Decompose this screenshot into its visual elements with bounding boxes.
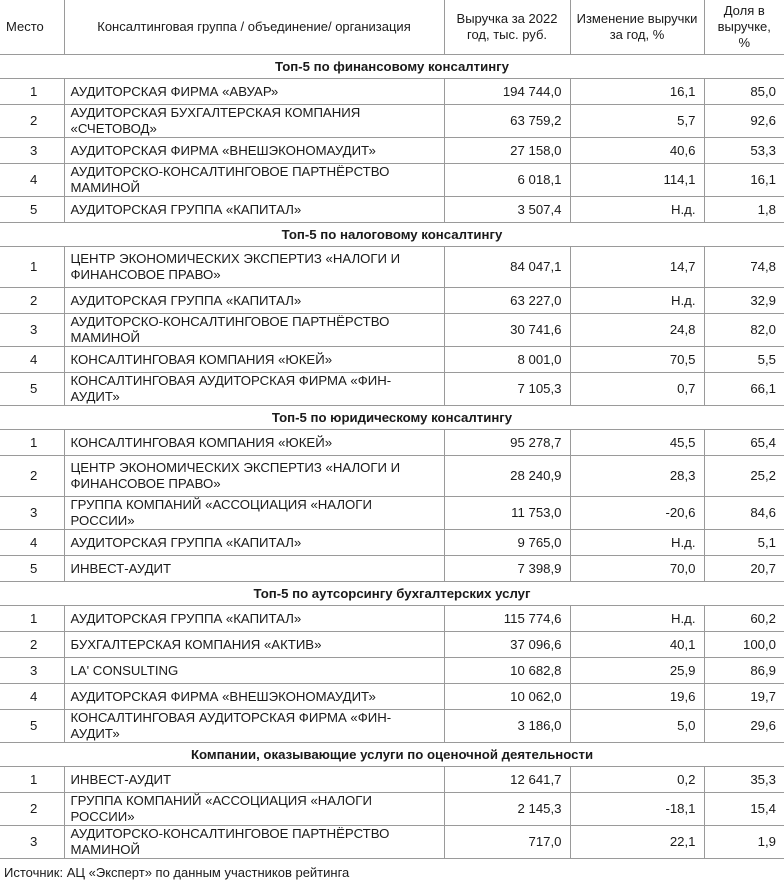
place-cell: 1	[0, 430, 64, 456]
change-cell: 0,7	[570, 373, 704, 406]
org-cell: КОНСАЛТИНГОВАЯ АУДИТОРСКАЯ ФИРМА «ФИН-АУДИТ»	[64, 373, 444, 406]
table-row	[0, 347, 784, 373]
table-row	[0, 767, 784, 793]
table-row	[0, 632, 784, 658]
org-cell: ГРУППА КОМПАНИЙ «АССОЦИАЦИЯ «НАЛОГИ РОССИИ»	[64, 793, 444, 826]
org-cell: АУДИТОРСКАЯ ГРУППА «КАПИТАЛ»	[64, 606, 444, 632]
org-cell: АУДИТОРСКО-КОНСАЛТИНГОВОЕ ПАРТНЁРСТВО МАМИНОЙ	[64, 314, 444, 347]
change-cell: Н.д.	[570, 197, 704, 223]
table-row	[0, 658, 784, 684]
revenue-cell: 10 062,0	[444, 684, 570, 710]
place-cell: 2	[0, 456, 64, 497]
place-cell: 5	[0, 197, 64, 223]
revenue-cell: 194 744,0	[444, 79, 570, 105]
place-cell: 3	[0, 138, 64, 164]
place-cell: 3	[0, 826, 64, 859]
change-cell: 70,5	[570, 347, 704, 373]
table-row	[0, 793, 784, 826]
change-cell: 114,1	[570, 164, 704, 197]
change-cell: 28,3	[570, 456, 704, 497]
table-row	[0, 373, 784, 406]
place-cell: 3	[0, 314, 64, 347]
share-cell: 32,9	[704, 288, 784, 314]
place-cell: 4	[0, 164, 64, 197]
share-cell: 5,1	[704, 530, 784, 556]
share-cell: 85,0	[704, 79, 784, 105]
header-share: Доля в выручке, %	[717, 3, 771, 50]
share-cell: 35,3	[704, 767, 784, 793]
place-cell: 5	[0, 556, 64, 582]
table-row	[0, 530, 784, 556]
share-cell: 82,0	[704, 314, 784, 347]
org-cell: LA' CONSULTING	[64, 658, 444, 684]
place-cell: 4	[0, 530, 64, 556]
section-title: Топ-5 по юридическому консалтингу	[0, 406, 784, 430]
table-row	[0, 164, 784, 197]
revenue-cell: 30 741,6	[444, 314, 570, 347]
revenue-cell: 63 227,0	[444, 288, 570, 314]
table-row	[0, 247, 784, 288]
header-org: Консалтинговая группа / объединение/ организация	[64, 0, 444, 55]
change-cell: Н.д.	[570, 530, 704, 556]
org-cell: АУДИТОРСКАЯ ГРУППА «КАПИТАЛ»	[64, 197, 444, 223]
org-cell: АУДИТОРСКАЯ БУХГАЛТЕРСКАЯ КОМПАНИЯ «СЧЕТОВОД»	[64, 105, 444, 138]
org-cell: ГРУППА КОМПАНИЙ «АССОЦИАЦИЯ «НАЛОГИ РОССИИ»	[64, 497, 444, 530]
revenue-cell: 27 158,0	[444, 138, 570, 164]
section-header-row	[0, 406, 784, 430]
share-cell: 60,2	[704, 606, 784, 632]
org-cell: КОНСАЛТИНГОВАЯ КОМПАНИЯ «ЮКЕЙ»	[64, 430, 444, 456]
change-cell: 19,6	[570, 684, 704, 710]
org-cell: АУДИТОРСКАЯ ГРУППА «КАПИТАЛ»	[64, 288, 444, 314]
share-cell: 53,3	[704, 138, 784, 164]
place-cell: 4	[0, 347, 64, 373]
section-header-row	[0, 55, 784, 79]
revenue-cell: 3 186,0	[444, 710, 570, 743]
section-title: Топ-5 по налоговому консалтингу	[0, 223, 784, 247]
org-cell: БУХГАЛТЕРСКАЯ КОМПАНИЯ «АКТИВ»	[64, 632, 444, 658]
table-row	[0, 314, 784, 347]
table-row	[0, 497, 784, 530]
revenue-cell: 84 047,1	[444, 247, 570, 288]
table-row	[0, 710, 784, 743]
table-row	[0, 826, 784, 859]
share-cell: 16,1	[704, 164, 784, 197]
revenue-cell: 8 001,0	[444, 347, 570, 373]
share-cell: 29,6	[704, 710, 784, 743]
revenue-cell: 717,0	[444, 826, 570, 859]
table-header	[0, 0, 784, 55]
org-cell: АУДИТОРСКО-КОНСАЛТИНГОВОЕ ПАРТНЁРСТВО МАМИНОЙ	[64, 826, 444, 859]
section-title: Топ-5 по аутсорсингу бухгалтерских услуг	[0, 582, 784, 606]
revenue-cell: 9 765,0	[444, 530, 570, 556]
place-cell: 1	[0, 606, 64, 632]
revenue-cell: 115 774,6	[444, 606, 570, 632]
table-row	[0, 456, 784, 497]
share-cell: 92,6	[704, 105, 784, 138]
change-cell: Н.д.	[570, 288, 704, 314]
revenue-cell: 7 398,9	[444, 556, 570, 582]
header-place: Место	[0, 0, 64, 55]
section-title: Топ-5 по финансовому консалтингу	[0, 55, 784, 79]
share-cell: 19,7	[704, 684, 784, 710]
table-row	[0, 606, 784, 632]
table-row	[0, 138, 784, 164]
share-cell: 25,2	[704, 456, 784, 497]
change-cell: 22,1	[570, 826, 704, 859]
place-cell: 1	[0, 247, 64, 288]
share-cell: 74,8	[704, 247, 784, 288]
place-cell: 5	[0, 373, 64, 406]
place-cell: 1	[0, 79, 64, 105]
header-change: Изменение выручки за год, %	[570, 0, 704, 55]
revenue-cell: 28 240,9	[444, 456, 570, 497]
table-row	[0, 430, 784, 456]
org-cell: АУДИТОРСКАЯ ГРУППА «КАПИТАЛ»	[64, 530, 444, 556]
table-body	[0, 55, 784, 859]
change-cell: -18,1	[570, 793, 704, 826]
share-cell: 66,1	[704, 373, 784, 406]
org-cell: АУДИТОРСКАЯ ФИРМА «ВНЕШЭКОНОМАУДИТ»	[64, 684, 444, 710]
change-cell: Н.д.	[570, 606, 704, 632]
org-cell: ИНВЕСТ-АУДИТ	[64, 556, 444, 582]
change-cell: 45,5	[570, 430, 704, 456]
share-cell: 86,9	[704, 658, 784, 684]
change-cell: 70,0	[570, 556, 704, 582]
share-cell: 84,6	[704, 497, 784, 530]
share-cell: 20,7	[704, 556, 784, 582]
org-cell: АУДИТОРСКАЯ ФИРМА «АВУАР»	[64, 79, 444, 105]
section-header-row	[0, 582, 784, 606]
revenue-cell: 37 096,6	[444, 632, 570, 658]
section-header-row	[0, 743, 784, 767]
revenue-cell: 95 278,7	[444, 430, 570, 456]
change-cell: 24,8	[570, 314, 704, 347]
change-cell: 5,0	[570, 710, 704, 743]
change-cell: 5,7	[570, 105, 704, 138]
change-cell: -20,6	[570, 497, 704, 530]
org-cell: ЦЕНТР ЭКОНОМИЧЕСКИХ ЭКСПЕРТИЗ «НАЛОГИ И ФИНАНСОВОЕ ПРАВО»	[64, 456, 444, 497]
place-cell: 2	[0, 632, 64, 658]
change-cell: 40,1	[570, 632, 704, 658]
place-cell: 2	[0, 105, 64, 138]
header-revenue: Выручка за 2022 год, тыс. руб.	[444, 0, 570, 55]
share-cell: 1,8	[704, 197, 784, 223]
revenue-cell: 7 105,3	[444, 373, 570, 406]
revenue-cell: 2 145,3	[444, 793, 570, 826]
revenue-cell: 3 507,4	[444, 197, 570, 223]
place-cell: 3	[0, 658, 64, 684]
org-cell: АУДИТОРСКАЯ ФИРМА «ВНЕШЭКОНОМАУДИТ»	[64, 138, 444, 164]
org-cell: ИНВЕСТ-АУДИТ	[64, 767, 444, 793]
revenue-cell: 10 682,8	[444, 658, 570, 684]
share-cell: 65,4	[704, 430, 784, 456]
org-cell: ЦЕНТР ЭКОНОМИЧЕСКИХ ЭКСПЕРТИЗ «НАЛОГИ И ФИНАНСОВОЕ ПРАВО»	[64, 247, 444, 288]
header-row	[0, 0, 784, 55]
change-cell: 16,1	[570, 79, 704, 105]
table-row	[0, 288, 784, 314]
place-cell: 1	[0, 767, 64, 793]
change-cell: 14,7	[570, 247, 704, 288]
place-cell: 2	[0, 793, 64, 826]
place-cell: 3	[0, 497, 64, 530]
place-cell: 2	[0, 288, 64, 314]
share-cell: 1,9	[704, 826, 784, 859]
table-row	[0, 197, 784, 223]
share-cell: 5,5	[704, 347, 784, 373]
revenue-cell: 6 018,1	[444, 164, 570, 197]
change-cell: 40,6	[570, 138, 704, 164]
share-cell: 100,0	[704, 632, 784, 658]
place-cell: 4	[0, 684, 64, 710]
place-cell: 5	[0, 710, 64, 743]
revenue-cell: 11 753,0	[444, 497, 570, 530]
table-row	[0, 556, 784, 582]
revenue-cell: 12 641,7	[444, 767, 570, 793]
change-cell: 0,2	[570, 767, 704, 793]
table-row	[0, 684, 784, 710]
section-header-row	[0, 223, 784, 247]
revenue-cell: 63 759,2	[444, 105, 570, 138]
source-note: Источник: АЦ «Эксперт» по данным участников рейтинга	[4, 865, 350, 880]
table-row	[0, 105, 784, 138]
org-cell: КОНСАЛТИНГОВАЯ АУДИТОРСКАЯ ФИРМА «ФИН-АУДИТ»	[64, 710, 444, 743]
section-title: Компании, оказывающие услуги по оценочной деятельности	[0, 743, 784, 767]
org-cell: КОНСАЛТИНГОВАЯ КОМПАНИЯ «ЮКЕЙ»	[64, 347, 444, 373]
org-cell: АУДИТОРСКО-КОНСАЛТИНГОВОЕ ПАРТНЁРСТВО МАМИНОЙ	[64, 164, 444, 197]
table-row	[0, 79, 784, 105]
share-cell: 15,4	[704, 793, 784, 826]
change-cell: 25,9	[570, 658, 704, 684]
